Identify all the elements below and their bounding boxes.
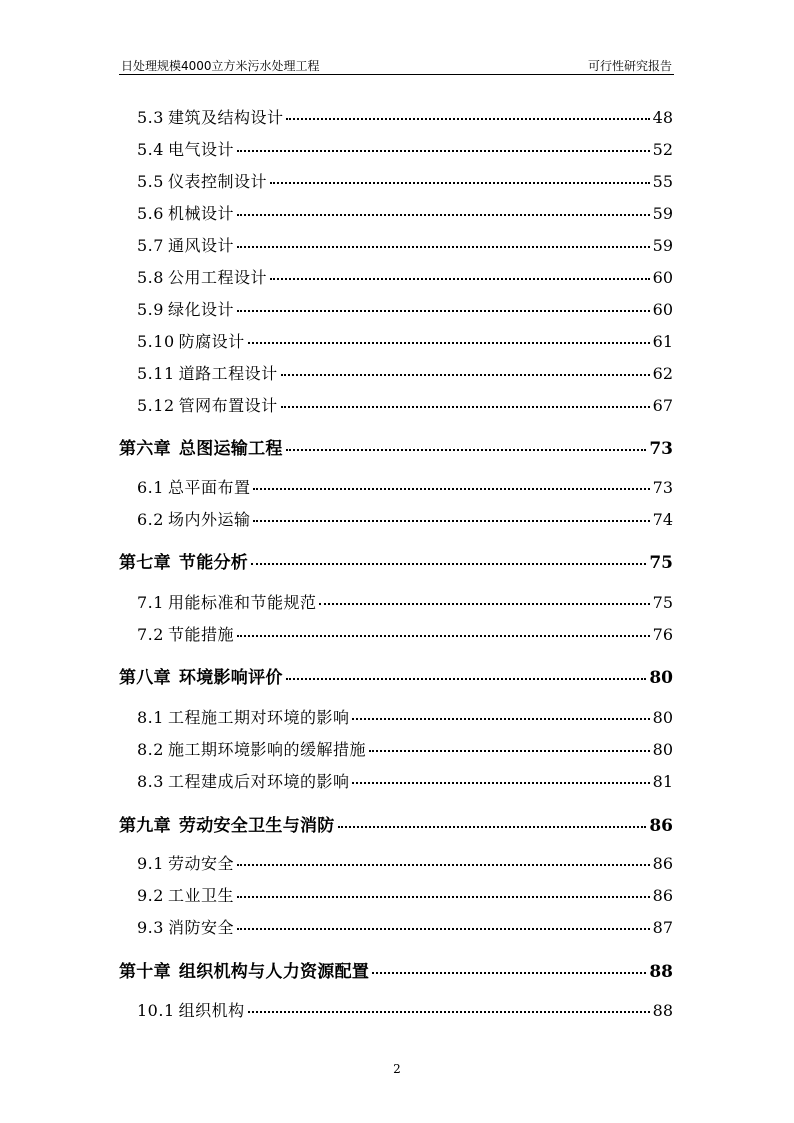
toc-chapter-entry[interactable] — [119, 811, 673, 836]
toc-page-number: 80 — [652, 708, 673, 727]
toc-dot-leader — [270, 182, 650, 184]
toc-entry-number: 5.10 — [137, 332, 175, 351]
toc-section-entry[interactable] — [137, 233, 673, 256]
toc-section-entry[interactable] — [137, 622, 673, 645]
page-header — [119, 57, 674, 75]
toc-page-number: 76 — [652, 625, 673, 644]
toc-dot-leader — [253, 520, 649, 522]
toc-dot-leader — [338, 826, 647, 828]
toc-entry-label — [137, 622, 234, 645]
toc-entry-title: 管网布置设计 — [178, 396, 278, 415]
toc-entry-title: 场内外运输 — [167, 510, 251, 529]
toc-page-number: 59 — [652, 236, 673, 255]
toc-entry-number: 9.2 — [137, 886, 164, 905]
toc-entry-title: 机械设计 — [167, 204, 234, 223]
toc-entry-title: 组织机构 — [178, 1001, 245, 1020]
toc-section-entry[interactable] — [137, 475, 673, 498]
toc-entry-label — [119, 548, 248, 573]
toc-dot-leader — [270, 278, 650, 280]
toc-page-number: 60 — [652, 268, 673, 287]
toc-entry-number: 5.6 — [137, 204, 164, 223]
toc-entry-label — [137, 361, 278, 384]
toc-entry-number: 6.1 — [137, 478, 164, 497]
toc-entry-title: 防腐设计 — [178, 332, 245, 351]
toc-page-number: 62 — [652, 364, 673, 383]
toc-entry-label — [119, 434, 283, 459]
toc-page-number: 86 — [652, 886, 673, 905]
toc-page-number: 73 — [649, 439, 673, 459]
toc-entry-number: 第六章 — [119, 439, 171, 459]
toc-entry-title: 工业卫生 — [167, 886, 234, 905]
toc-section-entry[interactable] — [137, 705, 673, 728]
toc-entry-title: 工程施工期对环境的影响 — [167, 708, 350, 727]
toc-page-number: 60 — [652, 300, 673, 319]
toc-page-number: 55 — [652, 172, 673, 191]
toc-page-number: 73 — [652, 478, 673, 497]
toc-dot-leader — [319, 603, 649, 605]
toc-section-entry[interactable] — [137, 590, 673, 613]
toc-entry-number: 5.5 — [137, 172, 164, 191]
toc-entry-title: 施工期环境影响的缓解措施 — [167, 740, 366, 759]
toc-entry-label — [137, 297, 234, 320]
toc-entry-number: 8.1 — [137, 708, 164, 727]
header-report-type: 可行性研究报告 — [587, 59, 672, 73]
toc-entry-number: 7.1 — [137, 593, 164, 612]
toc-entry-label — [137, 883, 234, 906]
toc-section-entry[interactable] — [137, 769, 673, 792]
toc-dot-leader — [237, 310, 650, 312]
toc-entry-label — [119, 957, 369, 982]
toc-entry-number: 8.2 — [137, 740, 164, 759]
toc-page-number: 86 — [652, 854, 673, 873]
toc-entry-title: 总平面布置 — [167, 478, 251, 497]
toc-entry-label — [137, 475, 250, 498]
toc-chapter-entry[interactable] — [119, 663, 673, 688]
toc-entry-label — [137, 233, 234, 256]
toc-section-entry[interactable] — [137, 137, 673, 160]
toc-entry-title: 总图运输工程 — [178, 439, 283, 459]
toc-entry-number: 第七章 — [119, 553, 171, 573]
toc-entry-title: 劳动安全 — [167, 854, 234, 873]
toc-page-number: 80 — [649, 668, 673, 688]
toc-section-entry[interactable] — [137, 201, 673, 224]
toc-section-entry[interactable] — [137, 361, 673, 384]
toc-section-entry[interactable] — [137, 883, 673, 906]
toc-entry-label — [137, 769, 349, 792]
toc-page-number: 80 — [652, 740, 673, 759]
toc-entry-title: 劳动安全卫生与消防 — [178, 816, 335, 836]
toc-entry-number: 5.4 — [137, 140, 164, 159]
toc-entry-label — [137, 705, 349, 728]
toc-entry-title: 公用工程设计 — [167, 268, 267, 287]
toc-entry-label — [137, 393, 278, 416]
toc-entry-number: 5.11 — [137, 364, 175, 383]
toc-page-number: 67 — [652, 396, 673, 415]
toc-entry-label — [137, 201, 234, 224]
toc-page-number: 52 — [652, 140, 673, 159]
toc-dot-leader — [248, 342, 650, 344]
toc-dot-leader — [237, 928, 650, 930]
toc-entry-title: 节能分析 — [178, 553, 249, 573]
toc-entry-number: 第八章 — [119, 668, 171, 688]
toc-entry-title: 用能标准和节能规范 — [167, 593, 317, 612]
toc-entry-number: 6.2 — [137, 510, 164, 529]
toc-entry-title: 绿化设计 — [167, 300, 234, 319]
toc-section-entry[interactable] — [137, 105, 673, 128]
toc-dot-leader — [286, 118, 649, 120]
toc-page-number: 75 — [649, 553, 673, 573]
toc-section-entry[interactable] — [137, 265, 673, 288]
toc-dot-leader — [237, 896, 650, 898]
toc-entry-label — [137, 137, 234, 160]
toc-dot-leader — [286, 449, 647, 451]
toc-dot-leader — [281, 406, 650, 408]
page-number: 2 — [393, 1062, 401, 1076]
toc-page-number: 87 — [652, 918, 673, 937]
toc-entry-title: 道路工程设计 — [178, 364, 278, 383]
toc-entry-number: 9.3 — [137, 918, 164, 937]
toc-entry-title: 消防安全 — [167, 918, 234, 937]
toc-section-entry[interactable] — [137, 737, 673, 760]
toc-section-entry[interactable] — [137, 851, 673, 874]
toc-page-number: 48 — [652, 108, 673, 127]
toc-entry-label — [137, 737, 366, 760]
toc-entry-label — [137, 507, 250, 530]
toc-dot-leader — [352, 782, 649, 784]
toc-entry-number: 第十章 — [119, 962, 171, 982]
toc-dot-leader — [253, 488, 649, 490]
toc-dot-leader — [286, 678, 647, 680]
toc-entry-label — [137, 169, 267, 192]
toc-section-entry[interactable] — [137, 297, 673, 320]
toc-entry-title: 电气设计 — [167, 140, 234, 159]
toc-entry-number: 第九章 — [119, 816, 171, 836]
toc-chapter-entry[interactable] — [119, 434, 673, 459]
toc-entry-number: 7.2 — [137, 625, 164, 644]
toc-section-entry[interactable] — [137, 507, 673, 530]
toc-page-number: 86 — [649, 816, 673, 836]
toc-dot-leader — [369, 750, 650, 752]
toc-entry-label — [137, 265, 267, 288]
toc-entry-number: 9.1 — [137, 854, 164, 873]
toc-entry-title: 建筑及结构设计 — [167, 108, 284, 127]
toc-section-entry[interactable] — [137, 329, 673, 352]
toc-entry-title: 仪表控制设计 — [167, 172, 267, 191]
toc-entry-title: 节能措施 — [167, 625, 234, 644]
toc-section-entry[interactable] — [137, 393, 673, 416]
toc-dot-leader — [237, 214, 650, 216]
toc-entry-label — [119, 811, 335, 836]
toc-entry-label — [137, 105, 283, 128]
toc-entry-number: 5.12 — [137, 396, 175, 415]
toc-page-number: 88 — [652, 1001, 673, 1020]
toc-entry-label — [137, 998, 245, 1021]
toc-page-number: 75 — [652, 593, 673, 612]
toc-entry-label — [137, 915, 234, 938]
toc-dot-leader — [237, 150, 650, 152]
toc-chapter-entry[interactable] — [119, 548, 673, 573]
toc-entry-title: 环境影响评价 — [178, 668, 283, 688]
toc-entry-title: 组织机构与人力资源配置 — [178, 962, 370, 982]
toc-page-number: 88 — [649, 962, 673, 982]
toc-dot-leader — [248, 1011, 650, 1013]
toc-entry-number: 10.1 — [137, 1001, 175, 1020]
toc-entry-title: 通风设计 — [167, 236, 234, 255]
toc-dot-leader — [281, 374, 650, 376]
toc-dot-leader — [251, 563, 646, 565]
toc-entry-number: 8.3 — [137, 772, 164, 791]
toc-page-number: 61 — [652, 332, 673, 351]
toc-dot-leader — [237, 864, 650, 866]
toc-page-number: 81 — [652, 772, 673, 791]
toc-entry-number: 5.9 — [137, 300, 164, 319]
toc-dot-leader — [237, 635, 650, 637]
toc-dot-leader — [352, 718, 649, 720]
toc-entry-label — [119, 663, 283, 688]
toc-entry-label — [137, 329, 245, 352]
toc-chapter-entry[interactable] — [119, 957, 673, 982]
toc-dot-leader — [372, 972, 646, 974]
toc-dot-leader — [237, 246, 650, 248]
toc-section-entry[interactable] — [137, 169, 673, 192]
toc-page-number: 74 — [652, 510, 673, 529]
toc-section-entry[interactable] — [137, 998, 673, 1021]
toc-entry-label — [137, 590, 316, 613]
toc-section-entry[interactable] — [137, 915, 673, 938]
toc-entry-number: 5.3 — [137, 108, 164, 127]
toc-entry-number: 5.8 — [137, 268, 164, 287]
toc-page-number: 59 — [652, 204, 673, 223]
header-project-title: 日处理规模4000立方米污水处理工程 — [121, 59, 320, 73]
toc-entry-label — [137, 851, 234, 874]
toc-entry-number: 5.7 — [137, 236, 164, 255]
toc-entry-title: 工程建成后对环境的影响 — [167, 772, 350, 791]
